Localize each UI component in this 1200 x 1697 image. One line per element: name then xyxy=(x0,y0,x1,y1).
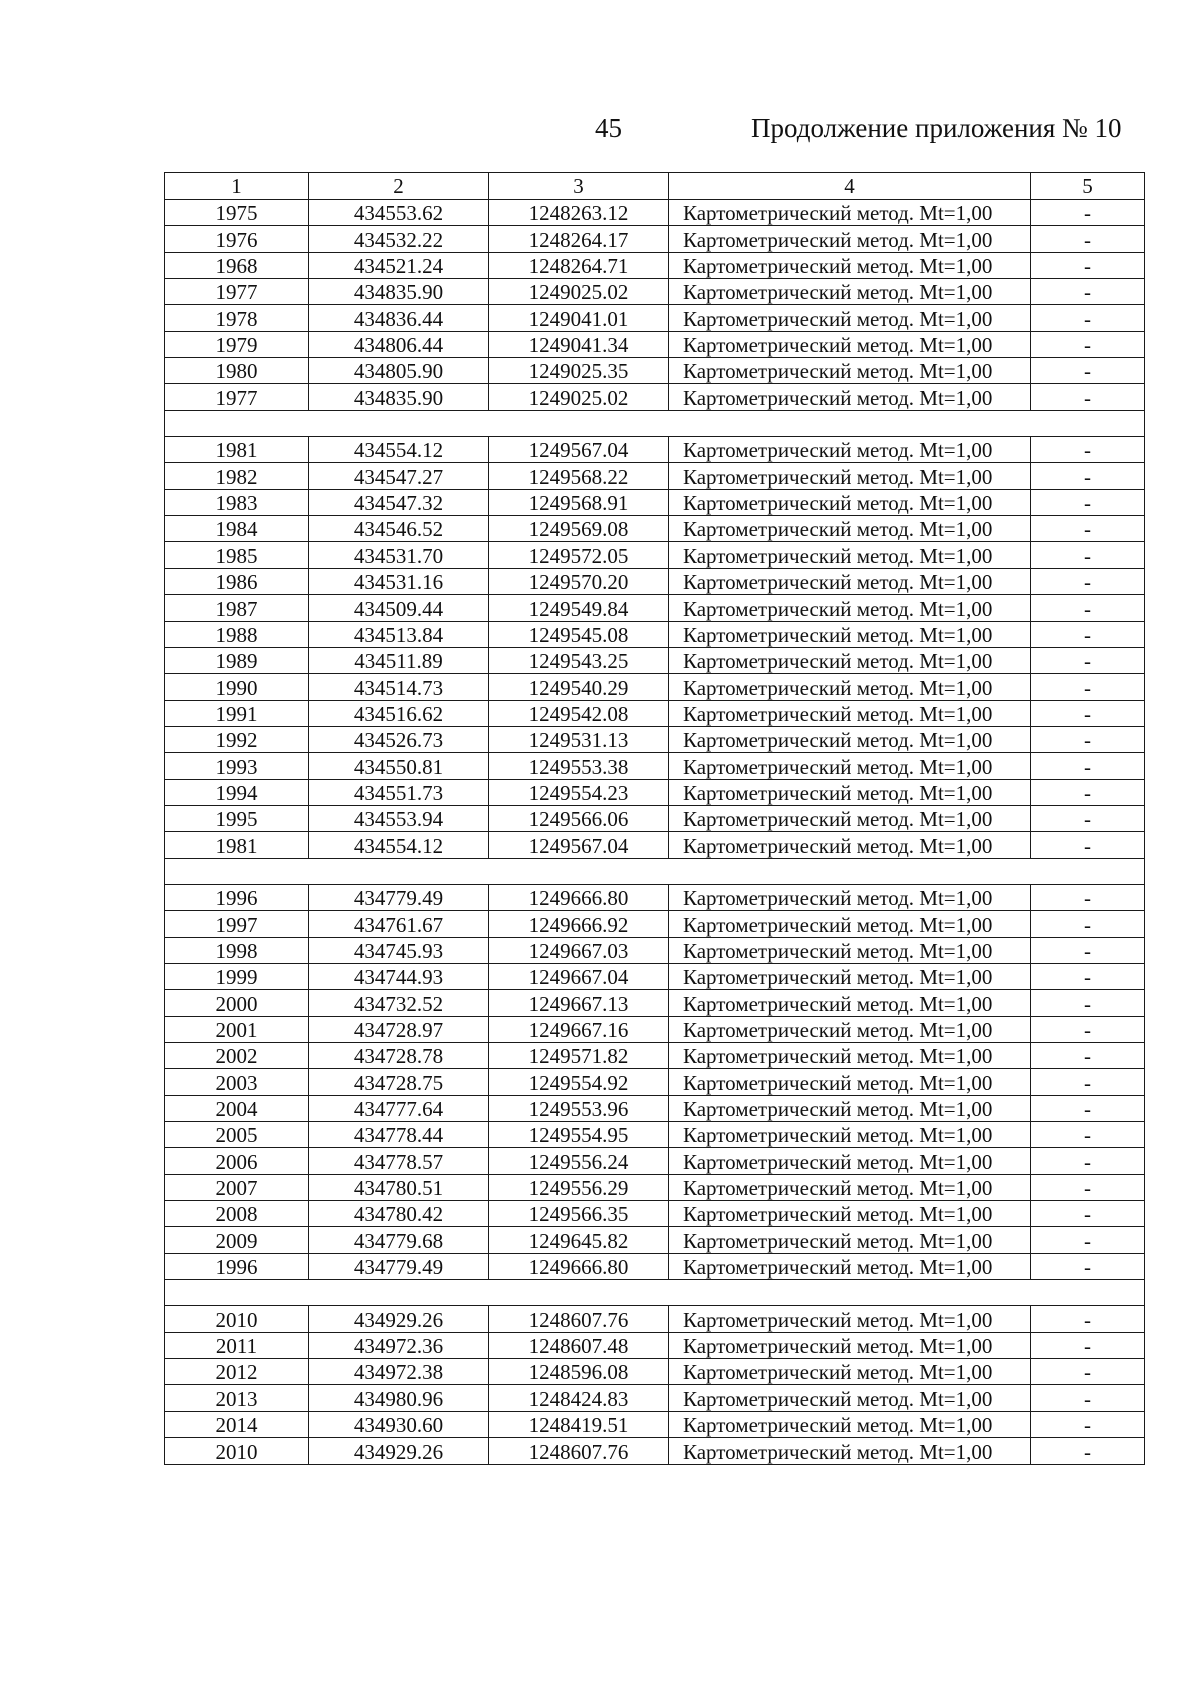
method-cell: Картометрический метод. Mt=1,00 xyxy=(669,832,1031,858)
accuracy-cell: - xyxy=(1031,726,1145,752)
table-row xyxy=(165,1411,1145,1437)
table-row xyxy=(165,542,1145,568)
point-number-cell: 2013 xyxy=(165,1385,309,1411)
method-cell: Картометрический метод. Mt=1,00 xyxy=(669,990,1031,1016)
x-coordinate-cell: 434554.12 xyxy=(309,832,489,858)
method-cell: Картометрический метод. Mt=1,00 xyxy=(669,911,1031,937)
point-number-cell: 1980 xyxy=(165,358,309,384)
point-number-cell: 1990 xyxy=(165,674,309,700)
x-coordinate-cell: 434835.90 xyxy=(309,384,489,410)
method-cell: Картометрический метод. Mt=1,00 xyxy=(669,1148,1031,1174)
table-row xyxy=(165,516,1145,542)
method-cell: Картометрический метод. Mt=1,00 xyxy=(669,963,1031,989)
point-number-cell: 2006 xyxy=(165,1148,309,1174)
method-cell: Картометрический метод. Mt=1,00 xyxy=(669,1227,1031,1253)
accuracy-cell: - xyxy=(1031,674,1145,700)
accuracy-cell: - xyxy=(1031,1306,1145,1332)
x-coordinate-cell: 434805.90 xyxy=(309,358,489,384)
method-cell: Картометрический метод. Mt=1,00 xyxy=(669,1359,1031,1385)
x-coordinate-cell: 434806.44 xyxy=(309,331,489,357)
method-cell: Картометрический метод. Mt=1,00 xyxy=(669,1069,1031,1095)
y-coordinate-cell: 1249666.80 xyxy=(489,884,669,910)
y-coordinate-cell: 1249567.04 xyxy=(489,437,669,463)
y-coordinate-cell: 1249667.16 xyxy=(489,1016,669,1042)
method-cell: Картометрический метод. Mt=1,00 xyxy=(669,884,1031,910)
x-coordinate-cell: 434836.44 xyxy=(309,305,489,331)
y-coordinate-cell: 1249025.02 xyxy=(489,384,669,410)
point-number-cell: 1985 xyxy=(165,542,309,568)
accuracy-cell: - xyxy=(1031,1016,1145,1042)
table-row xyxy=(165,1385,1145,1411)
accuracy-cell: - xyxy=(1031,384,1145,410)
x-coordinate-cell: 434929.26 xyxy=(309,1306,489,1332)
accuracy-cell: - xyxy=(1031,252,1145,278)
table-row xyxy=(165,463,1145,489)
table-row xyxy=(165,647,1145,673)
method-cell: Картометрический метод. Mt=1,00 xyxy=(669,1095,1031,1121)
point-number-cell: 1996 xyxy=(165,884,309,910)
table-row xyxy=(165,595,1145,621)
method-cell: Картометрический метод. Mt=1,00 xyxy=(669,805,1031,831)
column-header-1: 1 xyxy=(165,173,309,200)
method-cell: Картометрический метод. Mt=1,00 xyxy=(669,437,1031,463)
x-coordinate-cell: 434526.73 xyxy=(309,726,489,752)
table-row xyxy=(165,726,1145,752)
point-number-cell: 1975 xyxy=(165,200,309,226)
x-coordinate-cell: 434550.81 xyxy=(309,753,489,779)
point-number-cell: 1994 xyxy=(165,779,309,805)
y-coordinate-cell: 1249025.35 xyxy=(489,358,669,384)
accuracy-cell: - xyxy=(1031,305,1145,331)
x-coordinate-cell: 434511.89 xyxy=(309,647,489,673)
method-cell: Картометрический метод. Mt=1,00 xyxy=(669,674,1031,700)
accuracy-cell: - xyxy=(1031,832,1145,858)
point-number-cell: 1981 xyxy=(165,832,309,858)
table-row xyxy=(165,489,1145,515)
accuracy-cell: - xyxy=(1031,700,1145,726)
x-coordinate-cell: 434728.97 xyxy=(309,1016,489,1042)
y-coordinate-cell: 1248264.71 xyxy=(489,252,669,278)
x-coordinate-cell: 434777.64 xyxy=(309,1095,489,1121)
y-coordinate-cell: 1249543.25 xyxy=(489,647,669,673)
y-coordinate-cell: 1249569.08 xyxy=(489,516,669,542)
accuracy-cell: - xyxy=(1031,437,1145,463)
accuracy-cell: - xyxy=(1031,489,1145,515)
y-coordinate-cell: 1249025.02 xyxy=(489,279,669,305)
method-cell: Картометрический метод. Mt=1,00 xyxy=(669,700,1031,726)
method-cell: Картометрический метод. Mt=1,00 xyxy=(669,937,1031,963)
table-row xyxy=(165,1016,1145,1042)
x-coordinate-cell: 434835.90 xyxy=(309,279,489,305)
y-coordinate-cell: 1249041.01 xyxy=(489,305,669,331)
accuracy-cell: - xyxy=(1031,1332,1145,1358)
method-cell: Картометрический метод. Mt=1,00 xyxy=(669,1122,1031,1148)
method-cell: Картометрический метод. Mt=1,00 xyxy=(669,1043,1031,1069)
column-header-4: 4 xyxy=(669,173,1031,200)
table-row xyxy=(165,963,1145,989)
method-cell: Картометрический метод. Mt=1,00 xyxy=(669,647,1031,673)
table-row xyxy=(165,384,1145,410)
point-number-cell: 1988 xyxy=(165,621,309,647)
table-row xyxy=(165,200,1145,226)
y-coordinate-cell: 1248607.76 xyxy=(489,1438,669,1464)
table-row xyxy=(165,358,1145,384)
y-coordinate-cell: 1249570.20 xyxy=(489,568,669,594)
accuracy-cell: - xyxy=(1031,621,1145,647)
y-coordinate-cell: 1249567.04 xyxy=(489,832,669,858)
table-row xyxy=(165,1306,1145,1332)
x-coordinate-cell: 434761.67 xyxy=(309,911,489,937)
table-row xyxy=(165,1253,1145,1279)
accuracy-cell: - xyxy=(1031,779,1145,805)
separator-row xyxy=(165,858,1145,884)
x-coordinate-cell: 434531.16 xyxy=(309,568,489,594)
method-cell: Картометрический метод. Mt=1,00 xyxy=(669,568,1031,594)
x-coordinate-cell: 434972.36 xyxy=(309,1332,489,1358)
separator-row xyxy=(165,410,1145,436)
point-number-cell: 1998 xyxy=(165,937,309,963)
y-coordinate-cell: 1249553.38 xyxy=(489,753,669,779)
point-number-cell: 1987 xyxy=(165,595,309,621)
y-coordinate-cell: 1248264.17 xyxy=(489,226,669,252)
accuracy-cell: - xyxy=(1031,542,1145,568)
point-number-cell: 2002 xyxy=(165,1043,309,1069)
x-coordinate-cell: 434521.24 xyxy=(309,252,489,278)
x-coordinate-cell: 434531.70 xyxy=(309,542,489,568)
point-number-cell: 1995 xyxy=(165,805,309,831)
accuracy-cell: - xyxy=(1031,937,1145,963)
accuracy-cell: - xyxy=(1031,595,1145,621)
y-coordinate-cell: 1249556.29 xyxy=(489,1174,669,1200)
accuracy-cell: - xyxy=(1031,1411,1145,1437)
x-coordinate-cell: 434547.32 xyxy=(309,489,489,515)
accuracy-cell: - xyxy=(1031,1438,1145,1464)
y-coordinate-cell: 1249542.08 xyxy=(489,700,669,726)
method-cell: Картометрический метод. Mt=1,00 xyxy=(669,1174,1031,1200)
accuracy-cell: - xyxy=(1031,1069,1145,1095)
y-coordinate-cell: 1248607.76 xyxy=(489,1306,669,1332)
table-row xyxy=(165,1227,1145,1253)
table-row xyxy=(165,252,1145,278)
table-row xyxy=(165,437,1145,463)
point-number-cell: 2014 xyxy=(165,1411,309,1437)
y-coordinate-cell: 1249572.05 xyxy=(489,542,669,568)
accuracy-cell: - xyxy=(1031,358,1145,384)
x-coordinate-cell: 434553.62 xyxy=(309,200,489,226)
point-number-cell: 1977 xyxy=(165,384,309,410)
column-header-5: 5 xyxy=(1031,173,1145,200)
method-cell: Картометрический метод. Mt=1,00 xyxy=(669,779,1031,805)
method-cell: Картометрический метод. Mt=1,00 xyxy=(669,384,1031,410)
point-number-cell: 2012 xyxy=(165,1359,309,1385)
separator-cell xyxy=(165,1280,1145,1306)
x-coordinate-cell: 434778.44 xyxy=(309,1122,489,1148)
y-coordinate-cell: 1249667.13 xyxy=(489,990,669,1016)
accuracy-cell: - xyxy=(1031,884,1145,910)
method-cell: Картометрический метод. Mt=1,00 xyxy=(669,1385,1031,1411)
table-row xyxy=(165,911,1145,937)
x-coordinate-cell: 434779.49 xyxy=(309,1253,489,1279)
point-number-cell: 2007 xyxy=(165,1174,309,1200)
accuracy-cell: - xyxy=(1031,1385,1145,1411)
x-coordinate-cell: 434929.26 xyxy=(309,1438,489,1464)
table-row xyxy=(165,674,1145,700)
table-row xyxy=(165,1122,1145,1148)
x-coordinate-cell: 434778.57 xyxy=(309,1148,489,1174)
separator-cell xyxy=(165,858,1145,884)
accuracy-cell: - xyxy=(1031,226,1145,252)
point-number-cell: 1978 xyxy=(165,305,309,331)
method-cell: Картометрический метод. Mt=1,00 xyxy=(669,542,1031,568)
point-number-cell: 1993 xyxy=(165,753,309,779)
point-number-cell: 1997 xyxy=(165,911,309,937)
x-coordinate-cell: 434553.94 xyxy=(309,805,489,831)
point-number-cell: 1976 xyxy=(165,226,309,252)
point-number-cell: 1977 xyxy=(165,279,309,305)
table-row xyxy=(165,753,1145,779)
point-number-cell: 1979 xyxy=(165,331,309,357)
table-row xyxy=(165,1332,1145,1358)
point-number-cell: 2004 xyxy=(165,1095,309,1121)
point-number-cell: 1983 xyxy=(165,489,309,515)
table-row xyxy=(165,568,1145,594)
x-coordinate-cell: 434728.75 xyxy=(309,1069,489,1095)
method-cell: Картометрический метод. Mt=1,00 xyxy=(669,1438,1031,1464)
y-coordinate-cell: 1248424.83 xyxy=(489,1385,669,1411)
y-coordinate-cell: 1249531.13 xyxy=(489,726,669,752)
point-number-cell: 1982 xyxy=(165,463,309,489)
point-number-cell: 2003 xyxy=(165,1069,309,1095)
y-coordinate-cell: 1249571.82 xyxy=(489,1043,669,1069)
separator-cell xyxy=(165,410,1145,436)
column-header-2: 2 xyxy=(309,173,489,200)
y-coordinate-cell: 1249556.24 xyxy=(489,1148,669,1174)
point-number-cell: 1989 xyxy=(165,647,309,673)
table-row xyxy=(165,1438,1145,1464)
accuracy-cell: - xyxy=(1031,463,1145,489)
table-row xyxy=(165,1043,1145,1069)
method-cell: Картометрический метод. Mt=1,00 xyxy=(669,463,1031,489)
accuracy-cell: - xyxy=(1031,1174,1145,1200)
x-coordinate-cell: 434744.93 xyxy=(309,963,489,989)
method-cell: Картометрический метод. Mt=1,00 xyxy=(669,1201,1031,1227)
y-coordinate-cell: 1248263.12 xyxy=(489,200,669,226)
table-row xyxy=(165,990,1145,1016)
accuracy-cell: - xyxy=(1031,805,1145,831)
x-coordinate-cell: 434547.27 xyxy=(309,463,489,489)
table-row xyxy=(165,805,1145,831)
table-row xyxy=(165,1359,1145,1385)
point-number-cell: 2008 xyxy=(165,1201,309,1227)
point-number-cell: 1981 xyxy=(165,437,309,463)
y-coordinate-cell: 1249554.95 xyxy=(489,1122,669,1148)
table-row xyxy=(165,937,1145,963)
separator-row xyxy=(165,1280,1145,1306)
point-number-cell: 2001 xyxy=(165,1016,309,1042)
point-number-cell: 1968 xyxy=(165,252,309,278)
y-coordinate-cell: 1249545.08 xyxy=(489,621,669,647)
x-coordinate-cell: 434780.51 xyxy=(309,1174,489,1200)
method-cell: Картометрический метод. Mt=1,00 xyxy=(669,1411,1031,1437)
accuracy-cell: - xyxy=(1031,516,1145,542)
method-cell: Картометрический метод. Mt=1,00 xyxy=(669,621,1031,647)
x-coordinate-cell: 434980.96 xyxy=(309,1385,489,1411)
x-coordinate-cell: 434516.62 xyxy=(309,700,489,726)
coordinates-table xyxy=(164,172,1145,1465)
table-row xyxy=(165,832,1145,858)
y-coordinate-cell: 1249568.91 xyxy=(489,489,669,515)
point-number-cell: 2009 xyxy=(165,1227,309,1253)
point-number-cell: 1984 xyxy=(165,516,309,542)
point-number-cell: 2005 xyxy=(165,1122,309,1148)
y-coordinate-cell: 1249549.84 xyxy=(489,595,669,621)
method-cell: Картометрический метод. Mt=1,00 xyxy=(669,1016,1031,1042)
accuracy-cell: - xyxy=(1031,1043,1145,1069)
y-coordinate-cell: 1249667.04 xyxy=(489,963,669,989)
y-coordinate-cell: 1249566.06 xyxy=(489,805,669,831)
y-coordinate-cell: 1249666.92 xyxy=(489,911,669,937)
page-number: 45 xyxy=(595,113,622,143)
y-coordinate-cell: 1249554.92 xyxy=(489,1069,669,1095)
x-coordinate-cell: 434780.42 xyxy=(309,1201,489,1227)
accuracy-cell: - xyxy=(1031,279,1145,305)
x-coordinate-cell: 434554.12 xyxy=(309,437,489,463)
y-coordinate-cell: 1248596.08 xyxy=(489,1359,669,1385)
accuracy-cell: - xyxy=(1031,963,1145,989)
accuracy-cell: - xyxy=(1031,331,1145,357)
y-coordinate-cell: 1248607.48 xyxy=(489,1332,669,1358)
y-coordinate-cell: 1249667.03 xyxy=(489,937,669,963)
accuracy-cell: - xyxy=(1031,990,1145,1016)
point-number-cell: 1991 xyxy=(165,700,309,726)
table-row xyxy=(165,1174,1145,1200)
accuracy-cell: - xyxy=(1031,1095,1145,1121)
accuracy-cell: - xyxy=(1031,200,1145,226)
table-row xyxy=(165,779,1145,805)
x-coordinate-cell: 434972.38 xyxy=(309,1359,489,1385)
point-number-cell: 2011 xyxy=(165,1332,309,1358)
method-cell: Картометрический метод. Mt=1,00 xyxy=(669,226,1031,252)
y-coordinate-cell: 1249553.96 xyxy=(489,1095,669,1121)
accuracy-cell: - xyxy=(1031,911,1145,937)
x-coordinate-cell: 434513.84 xyxy=(309,621,489,647)
method-cell: Картометрический метод. Mt=1,00 xyxy=(669,305,1031,331)
x-coordinate-cell: 434514.73 xyxy=(309,674,489,700)
method-cell: Картометрический метод. Mt=1,00 xyxy=(669,279,1031,305)
y-coordinate-cell: 1249568.22 xyxy=(489,463,669,489)
y-coordinate-cell: 1248419.51 xyxy=(489,1411,669,1437)
accuracy-cell: - xyxy=(1031,568,1145,594)
table-row xyxy=(165,226,1145,252)
y-coordinate-cell: 1249566.35 xyxy=(489,1201,669,1227)
table-row xyxy=(165,884,1145,910)
table-row xyxy=(165,700,1145,726)
point-number-cell: 2000 xyxy=(165,990,309,1016)
table-body xyxy=(165,200,1145,1465)
point-number-cell: 2010 xyxy=(165,1438,309,1464)
column-header-3: 3 xyxy=(489,173,669,200)
y-coordinate-cell: 1249666.80 xyxy=(489,1253,669,1279)
accuracy-cell: - xyxy=(1031,753,1145,779)
method-cell: Картометрический метод. Mt=1,00 xyxy=(669,331,1031,357)
accuracy-cell: - xyxy=(1031,1227,1145,1253)
x-coordinate-cell: 434779.49 xyxy=(309,884,489,910)
x-coordinate-cell: 434930.60 xyxy=(309,1411,489,1437)
accuracy-cell: - xyxy=(1031,1359,1145,1385)
method-cell: Картометрический метод. Mt=1,00 xyxy=(669,753,1031,779)
point-number-cell: 1986 xyxy=(165,568,309,594)
x-coordinate-cell: 434532.22 xyxy=(309,226,489,252)
method-cell: Картометрический метод. Mt=1,00 xyxy=(669,1332,1031,1358)
method-cell: Картометрический метод. Mt=1,00 xyxy=(669,252,1031,278)
method-cell: Картометрический метод. Mt=1,00 xyxy=(669,1306,1031,1332)
y-coordinate-cell: 1249540.29 xyxy=(489,674,669,700)
x-coordinate-cell: 434546.52 xyxy=(309,516,489,542)
accuracy-cell: - xyxy=(1031,1201,1145,1227)
table-row xyxy=(165,331,1145,357)
y-coordinate-cell: 1249554.23 xyxy=(489,779,669,805)
point-number-cell: 2010 xyxy=(165,1306,309,1332)
table-row xyxy=(165,1069,1145,1095)
x-coordinate-cell: 434728.78 xyxy=(309,1043,489,1069)
x-coordinate-cell: 434509.44 xyxy=(309,595,489,621)
method-cell: Картометрический метод. Mt=1,00 xyxy=(669,358,1031,384)
point-number-cell: 1992 xyxy=(165,726,309,752)
method-cell: Картометрический метод. Mt=1,00 xyxy=(669,516,1031,542)
x-coordinate-cell: 434745.93 xyxy=(309,937,489,963)
point-number-cell: 1996 xyxy=(165,1253,309,1279)
method-cell: Картометрический метод. Mt=1,00 xyxy=(669,200,1031,226)
table-row xyxy=(165,1095,1145,1121)
table-row xyxy=(165,621,1145,647)
accuracy-cell: - xyxy=(1031,1253,1145,1279)
table-row xyxy=(165,1201,1145,1227)
method-cell: Картометрический метод. Mt=1,00 xyxy=(669,1253,1031,1279)
table-row xyxy=(165,1148,1145,1174)
y-coordinate-cell: 1249645.82 xyxy=(489,1227,669,1253)
point-number-cell: 1999 xyxy=(165,963,309,989)
table-header-row xyxy=(165,173,1145,200)
method-cell: Картометрический метод. Mt=1,00 xyxy=(669,595,1031,621)
y-coordinate-cell: 1249041.34 xyxy=(489,331,669,357)
x-coordinate-cell: 434779.68 xyxy=(309,1227,489,1253)
accuracy-cell: - xyxy=(1031,1122,1145,1148)
table-row xyxy=(165,305,1145,331)
x-coordinate-cell: 434551.73 xyxy=(309,779,489,805)
accuracy-cell: - xyxy=(1031,1148,1145,1174)
method-cell: Картометрический метод. Mt=1,00 xyxy=(669,489,1031,515)
x-coordinate-cell: 434732.52 xyxy=(309,990,489,1016)
table-row xyxy=(165,279,1145,305)
method-cell: Картометрический метод. Mt=1,00 xyxy=(669,726,1031,752)
accuracy-cell: - xyxy=(1031,647,1145,673)
continuation-title: Продолжение приложения № 10 xyxy=(751,113,1122,143)
